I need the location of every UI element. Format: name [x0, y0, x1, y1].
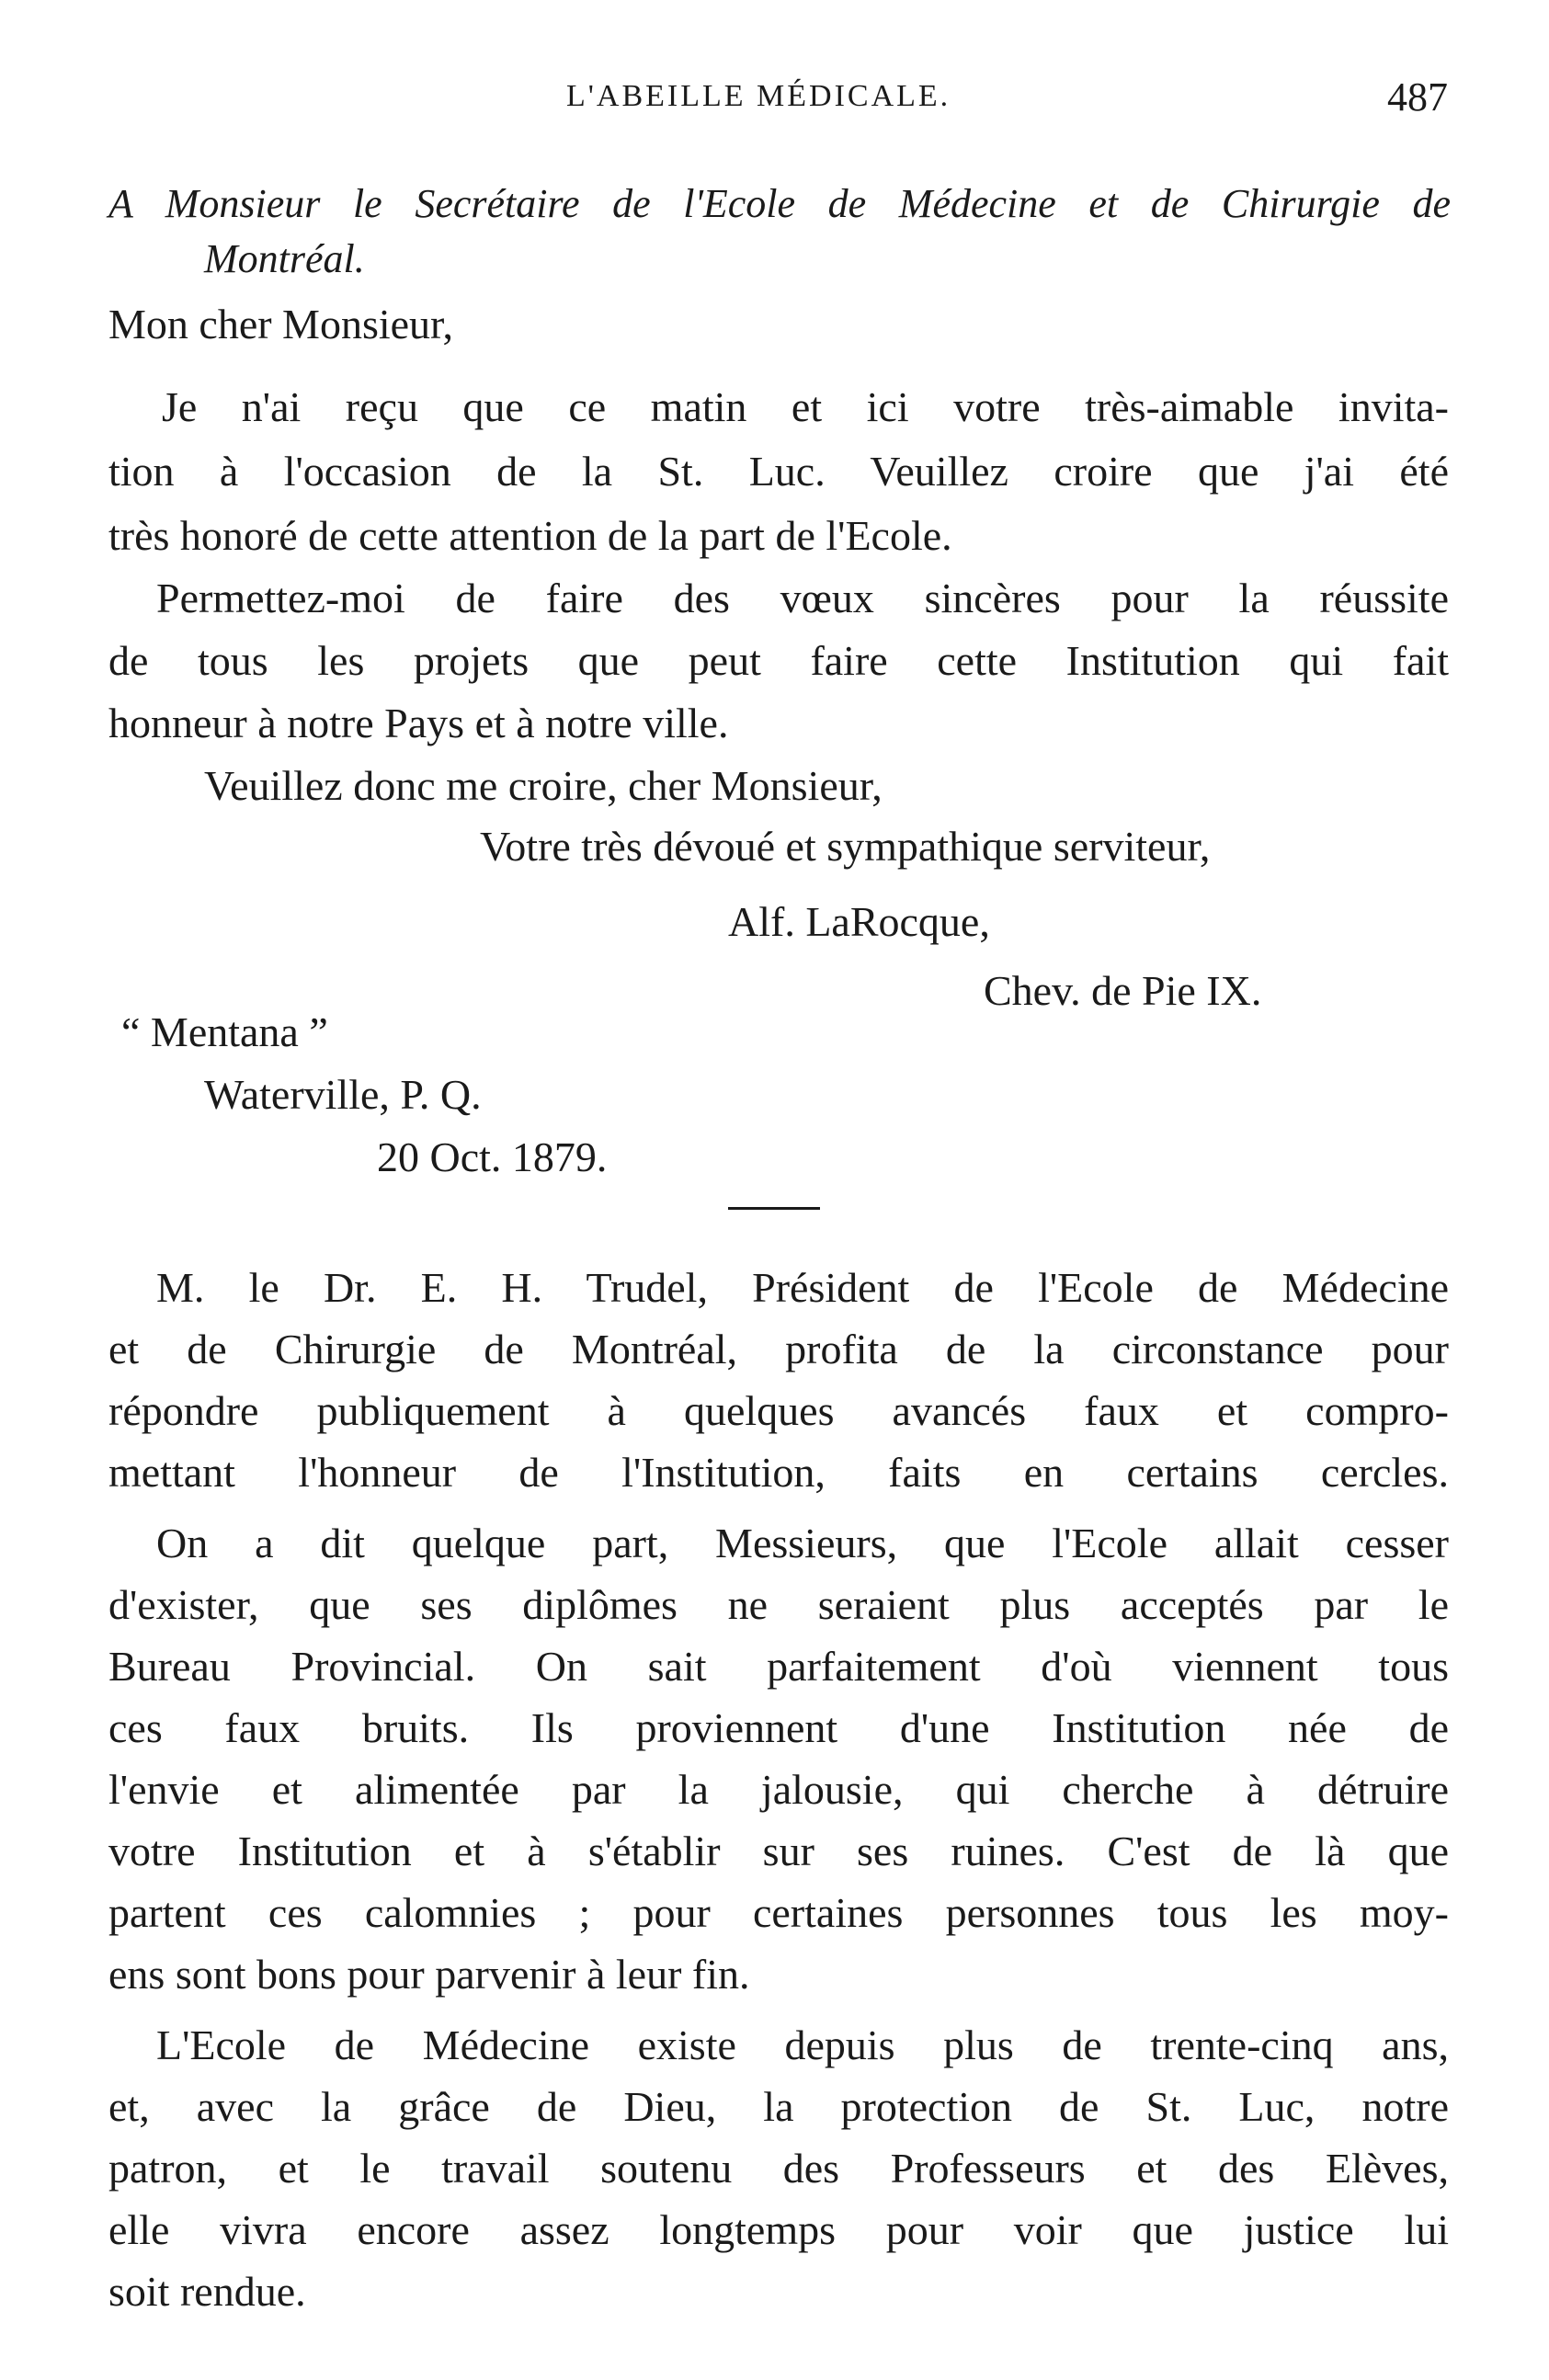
- letter-place-1: “ Mentana ”: [121, 1008, 328, 1055]
- letter-place-2: Waterville, P. Q.: [204, 1071, 482, 1118]
- body-para1-line: mettant l'honneur de l'Institution, faits en certains cercles.: [108, 1449, 1449, 1496]
- letter-closing-2: Votre très dévoué et sympathique serviteur,: [480, 823, 1211, 870]
- body-para2-line: votre Institution et à s'établir sur ses ruines. C'est de là que: [108, 1828, 1449, 1874]
- letter-para1-line: Je n'ai reçu que ce matin et ici votre très-aimable invita-: [162, 383, 1449, 430]
- body-para1-line: M. le Dr. E. H. Trudel, Président de l'Ecole de Médecine: [156, 1264, 1449, 1311]
- body-para3-line: L'Ecole de Médecine existe depuis plus de trente-cinq ans,: [156, 2021, 1449, 2068]
- letter-address-line-2: Montréal.: [204, 236, 365, 281]
- body-para3-line: elle vivra encore assez longtemps pour voir que justice lui: [108, 2206, 1449, 2253]
- signature-name: Alf. LaRocque,: [728, 898, 990, 945]
- running-title: L'ABEILLE MÉDICALE.: [566, 79, 951, 113]
- letter-para1-line: très honoré de cette attention de la part de l'Ecole.: [108, 512, 952, 559]
- page-number: 487: [1387, 74, 1448, 120]
- letter-para1-line: tion à l'occasion de la St. Luc. Veuillez croire que j'ai été: [108, 448, 1449, 495]
- letter-para2-line: Permettez-moi de faire des vœux sincères pour la réussite: [156, 575, 1449, 621]
- body-para2-line: ens sont bons pour parvenir à leur fin.: [108, 1951, 750, 1998]
- body-para2-line: l'envie et alimentée par la jalousie, qui cherche à détruire: [108, 1766, 1449, 1813]
- body-para3-line: et, avec la grâce de Dieu, la protection de St. Luc, notre: [108, 2083, 1449, 2130]
- letter-closing-1: Veuillez donc me croire, cher Monsieur,: [204, 762, 883, 809]
- letter-date: 20 Oct. 1879.: [377, 1133, 608, 1180]
- body-para3-line: patron, et le travail soutenu des Professeurs et des Elèves,: [108, 2145, 1449, 2192]
- body-para2-line: partent ces calomnies ; pour certaines personnes tous les moy-: [108, 1889, 1449, 1936]
- letter-para2-line: honneur à notre Pays et à notre ville.: [108, 700, 729, 746]
- body-para1-line: et de Chirurgie de Montréal, profita de la circonstance pour: [108, 1326, 1449, 1372]
- body-para2-line: ces faux bruits. Ils proviennent d'une Institution née de: [108, 1704, 1449, 1751]
- letter-para2-line: de tous les projets que peut faire cette Institution qui fait: [108, 637, 1449, 684]
- section-divider: [728, 1207, 820, 1210]
- letter-address-line-1: A Monsieur le Secrétaire de l'Ecole de Médecine et de Chirurgie de: [108, 181, 1451, 226]
- body-para2-line: Bureau Provincial. On sait parfaitement d'où viennent tous: [108, 1643, 1449, 1690]
- body-para2-line: On a dit quelque part, Messieurs, que l'Ecole allait cesser: [156, 1520, 1449, 1566]
- signature-title: Chev. de Pie IX.: [984, 967, 1262, 1014]
- letter-salutation: Mon cher Monsieur,: [108, 301, 454, 347]
- body-para3-line: soit rendue.: [108, 2268, 306, 2315]
- body-para2-line: d'exister, que ses diplômes ne seraient plus acceptés par le: [108, 1581, 1449, 1628]
- body-para1-line: répondre publiquement à quelques avancés faux et compro-: [108, 1387, 1449, 1434]
